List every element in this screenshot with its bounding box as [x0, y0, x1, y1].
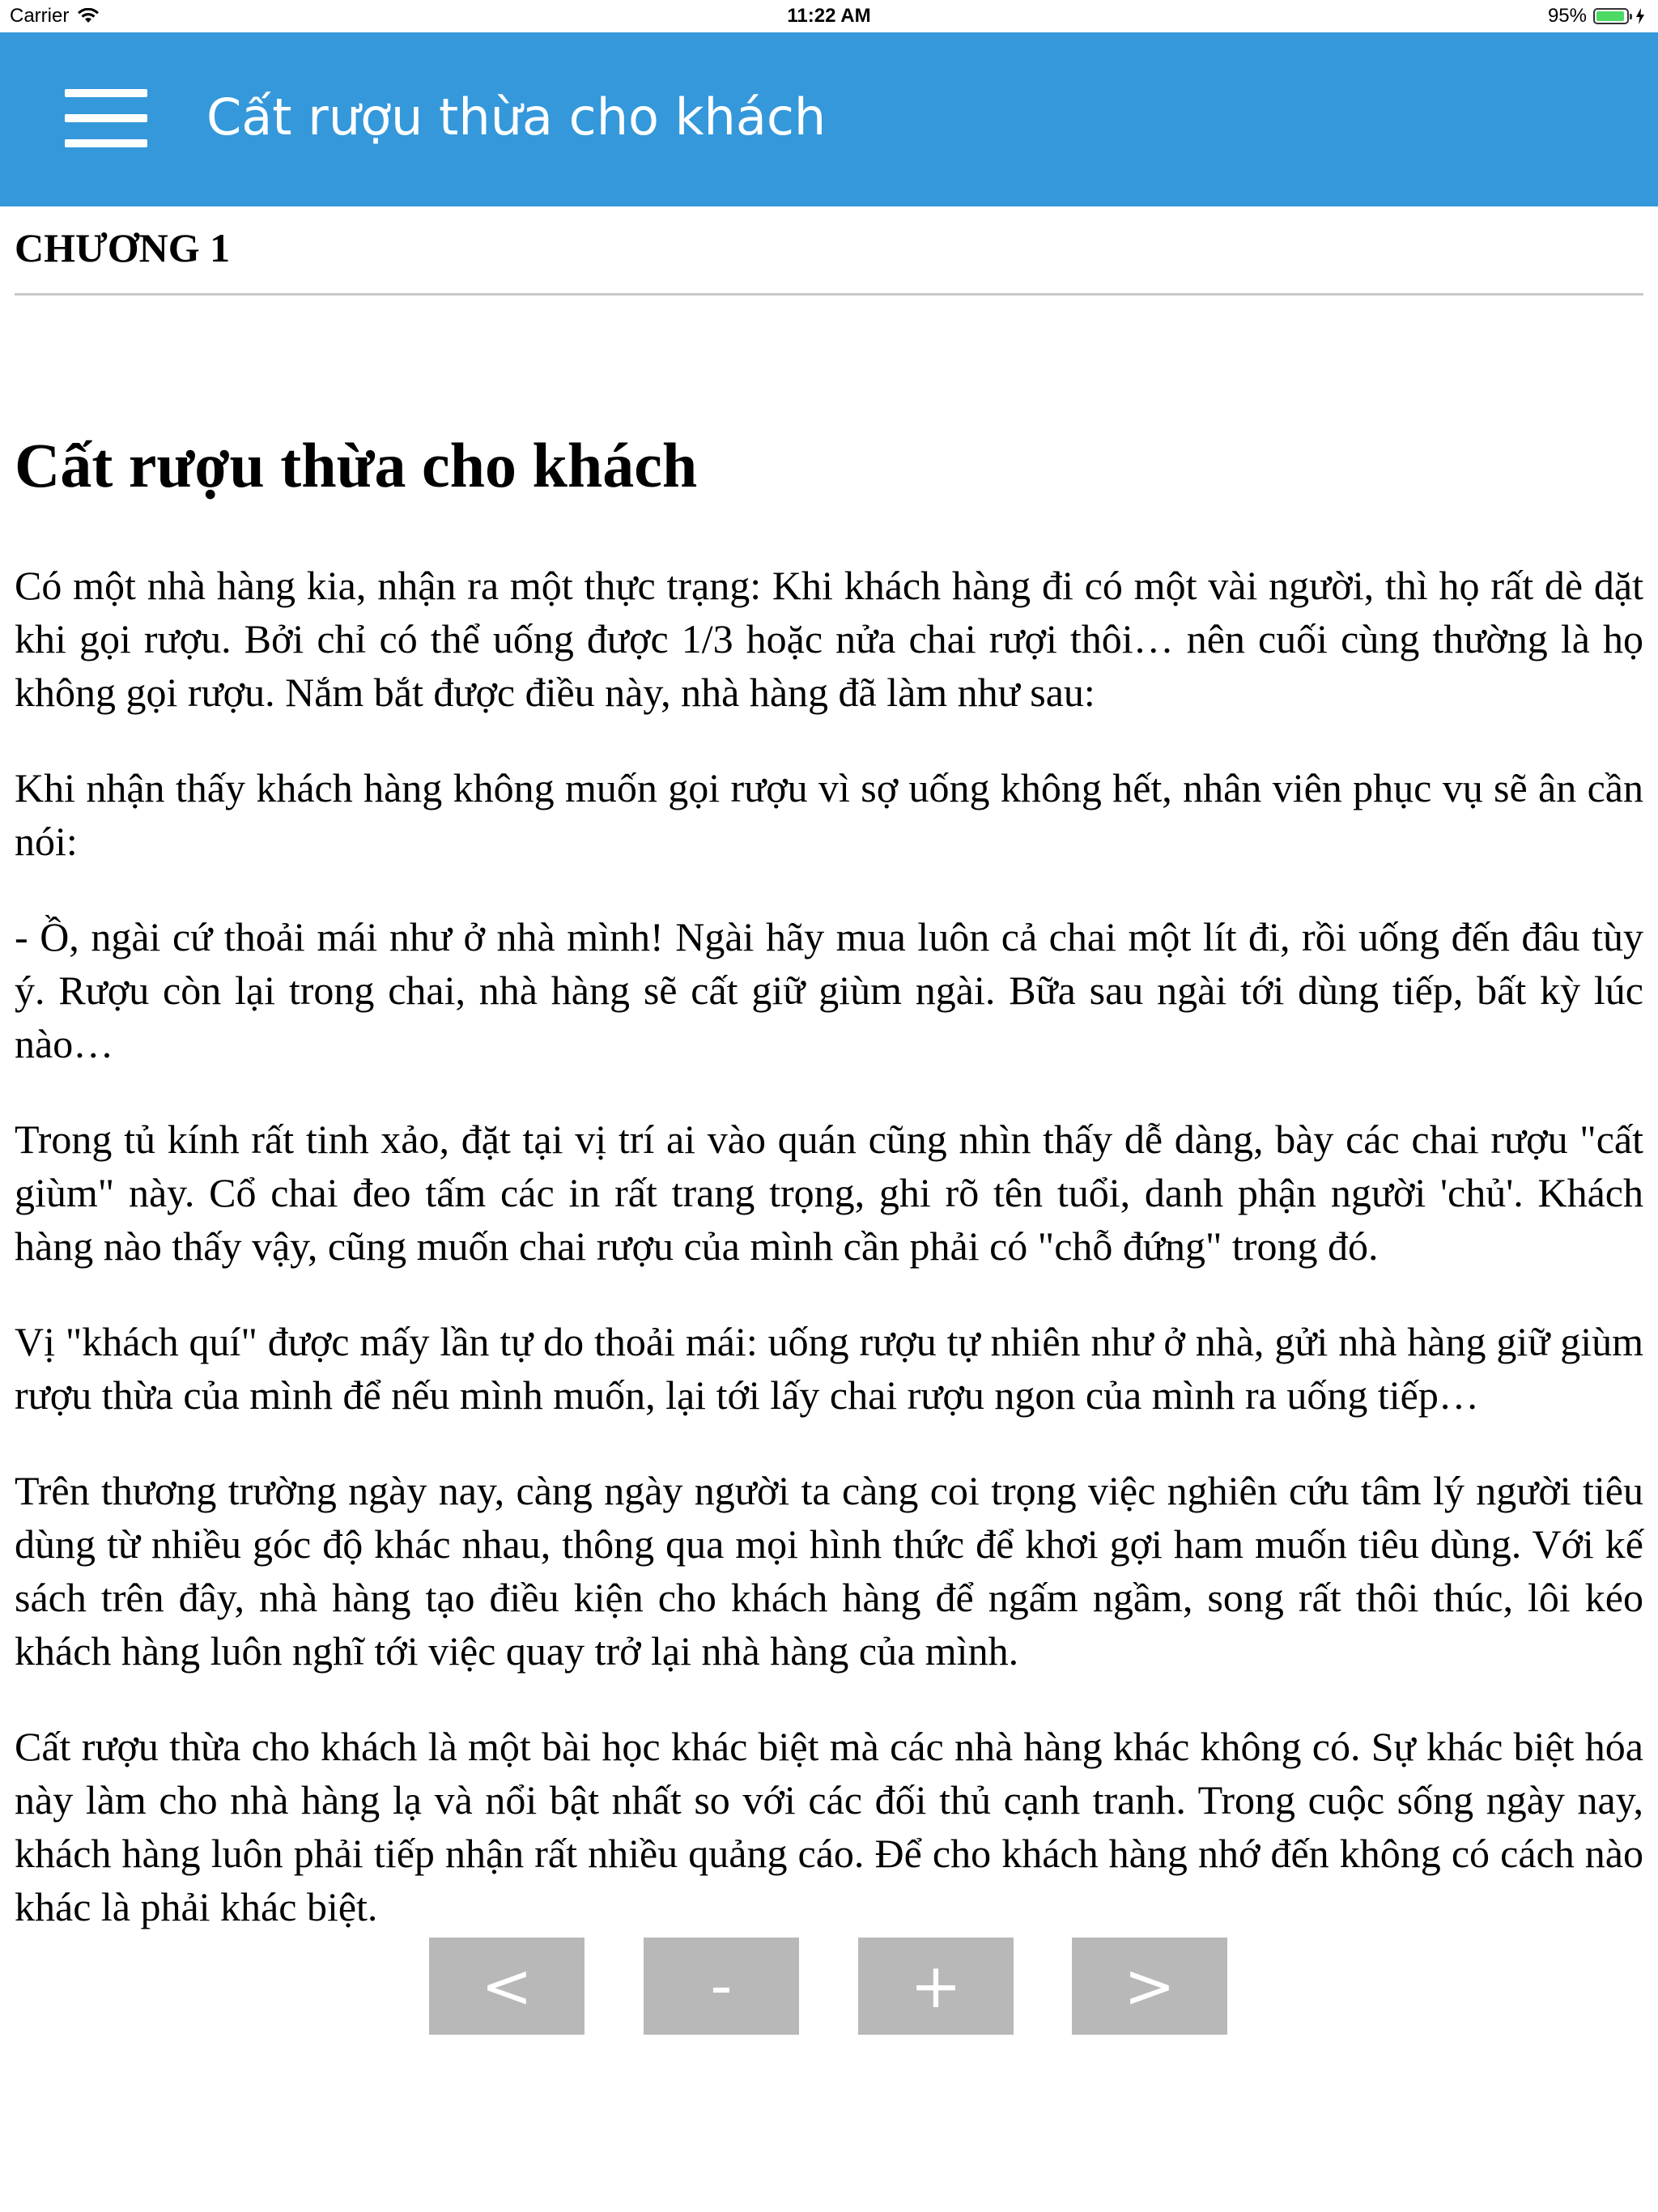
battery-icon: [1593, 8, 1629, 24]
article-paragraph: Có một nhà hàng kia, nhận ra một thực trạng: Khi khách hàng đi có một vài người, thì họ rất dè dặt khi gọi rượu. Bởi chỉ có thể uống được 1/3 hoặc nửa chai rượi thôi… nên cuối cùng thường là họ không gọi rượu. Nắm bắt được điều này, nhà hàng đã làm như sau:: [15, 563, 1643, 715]
font-smaller-button[interactable]: -: [644, 1938, 799, 2035]
chapter-label: CHƯƠNG 1: [15, 225, 231, 270]
article-paragraph: - Ồ, ngài cứ thoải mái như ở nhà mình! Ngài hãy mua luôn cả chai một lít đi, rồi uống đến đâu tùy ý. Rượu còn lại trong chai, nhà hàng sẽ cất giữ giùm ngài. Bữa sau ngài tới dùng tiếp, bất kỳ lúc nào…: [15, 914, 1643, 1066]
charging-bolt-icon: [1635, 8, 1645, 24]
article-paragraph: Cất rượu thừa cho khách là một bài học khác biệt mà các nhà hàng khác không có. Sự khác biệt hóa này làm cho nhà hàng lạ và nổi bật nhất so với các đối thủ cạnh tranh. Trong cuộc sống ngày nay, khách hàng luôn phải tiếp nhận rất nhiều quảng cáo. Để cho khách hàng nhớ đến không có cách nào khác là phải khác biệt.: [15, 1724, 1643, 1929]
article-paragraph: Trong tủ kính rất tinh xảo, đặt tại vị trí ai vào quán cũng nhìn thấy dễ dàng, bày các chai rượu "cất giùm" này. Cổ chai đeo tấm các in rất trang trọng, ghi rõ tên tuổi, danh phận người 'chủ'. Khách hàng nào thấy vậy, cũng muốn chai rượu của mình cần phải có "chỗ đứng" trong đó.: [15, 1117, 1643, 1269]
battery-percent: 95%: [1547, 5, 1587, 27]
article-heading: Cất rượu thừa cho khách: [15, 430, 698, 500]
nav-bar: [0, 32, 1658, 206]
article-paragraph: Khi nhận thấy khách hàng không muốn gọi rượu vì sợ uống không hết, nhân viên phục vụ sẽ ân cần nói:: [15, 765, 1643, 864]
article-paragraph: Vị "khách quí" được mấy lần tự do thoải mái: uống rượu tự nhiên như ở nhà, gửi nhà hàng giữ giùm rượu thừa của mình để nếu mình muốn, lại tới lấy chai rượu ngon của mình ra uống tiếp…: [15, 1319, 1643, 1418]
status-bar: [0, 0, 1658, 32]
hamburger-menu-icon[interactable]: [65, 89, 147, 147]
status-right: [1548, 5, 1645, 28]
prev-chapter-button[interactable]: <: [429, 1938, 585, 2035]
nav-title: Cất rượu thừa cho khách: [206, 87, 827, 147]
carrier-label: Carrier: [10, 5, 70, 27]
font-larger-button[interactable]: +: [858, 1938, 1014, 2035]
next-chapter-button[interactable]: >: [1072, 1938, 1227, 2035]
article-body: [15, 421, 1643, 1976]
chapter-divider: [15, 293, 1643, 296]
article-paragraph: Trên thương trường ngày nay, càng ngày người ta càng coi trọng việc nghiên cứu tâm lý người tiêu dùng từ nhiều góc độ khác nhau, thông qua mọi hình thức để khơi gợi ham muốn tiêu dùng. Với kế sách trên đây, nhà hàng tạo điều kiện cho khách hàng để ngấm ngầm, song rất thôi thúc, lôi kéo khách hàng luôn nghĩ tới việc quay trở lại nhà hàng của mình.: [15, 1468, 1643, 1674]
status-time: 11:22 AM: [787, 5, 871, 27]
battery-level-fill: [1596, 11, 1624, 21]
